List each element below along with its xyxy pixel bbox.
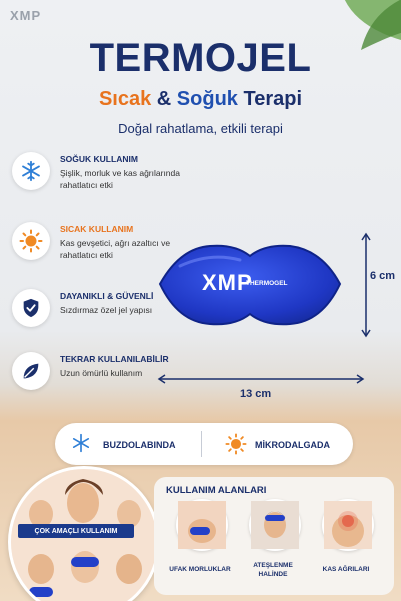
feature-heading: SOĞUK KULLANIM	[60, 154, 138, 164]
usage-label: KAS AĞRILARI	[322, 566, 370, 573]
feature-desc: Uzun ömürlü kullanım	[60, 368, 143, 378]
width-dimension-arrow	[157, 372, 365, 386]
multi-use-badge: ÇOK AMAÇLI KULLANIM	[18, 524, 134, 538]
subtitle-cold: Soğuk	[176, 88, 238, 110]
feature-heading: TEKRAR KULLANILABİLİR	[60, 354, 169, 364]
shield-check-icon	[12, 289, 50, 327]
feature-desc: Kas gevşetici, ağrı azaltıcı ve rahatlatıcı etki	[60, 238, 171, 260]
subtitle-hot: Sıcak	[98, 88, 152, 110]
usage-label: UFAK MORLUKLAR	[169, 566, 231, 573]
usage-image-muscle-pain	[322, 499, 374, 551]
feature-heading: DAYANIKLI & GÜVENLİ	[60, 291, 154, 301]
product-title: TERMOJEL	[89, 36, 312, 80]
usage-image-fever	[249, 499, 301, 551]
sun-icon	[225, 433, 247, 455]
tagline: Doğal rahatlama, etkili terapi	[118, 121, 283, 136]
feature-heading: SICAK KULLANIM	[60, 224, 134, 234]
height-label: 6 cm	[370, 270, 396, 282]
snowflake-icon	[12, 152, 50, 190]
usage-areas-panel	[154, 477, 394, 595]
usage-image-bruises	[176, 499, 228, 551]
subtitle-amp: &	[156, 88, 172, 110]
usage-mode-pill	[55, 423, 353, 465]
brand-logo: XMP	[10, 8, 42, 23]
usage-label: ATEŞLENME HALİNDE	[253, 562, 293, 578]
feature-desc: Şişlik, morluk ve kas ağrılarında rahatlatıcı etki	[60, 168, 180, 190]
feature-desc: Sızdırmaz özel jel yapısı	[60, 305, 153, 315]
feature-reusable	[12, 352, 187, 422]
mode-microwave: MİKRODALGADA	[255, 440, 330, 450]
product-subtitle	[0, 88, 401, 111]
usage-title: KULLANIM ALANLARI	[166, 485, 267, 496]
height-dimension-arrow	[359, 232, 373, 338]
subtitle-rest: Terapi	[243, 88, 303, 110]
gel-logo: XMP	[202, 270, 253, 295]
feature-cold	[12, 152, 187, 222]
mode-separator	[201, 431, 202, 457]
sun-icon	[12, 222, 50, 260]
mode-fridge: BUZDOLABINDA	[103, 440, 176, 450]
width-label: 13 cm	[240, 388, 272, 400]
gel-sublogo: THERMOGEL	[246, 280, 288, 287]
snowflake-icon	[71, 433, 91, 453]
leaf-icon	[12, 352, 50, 390]
gel-pack-image	[150, 226, 350, 346]
